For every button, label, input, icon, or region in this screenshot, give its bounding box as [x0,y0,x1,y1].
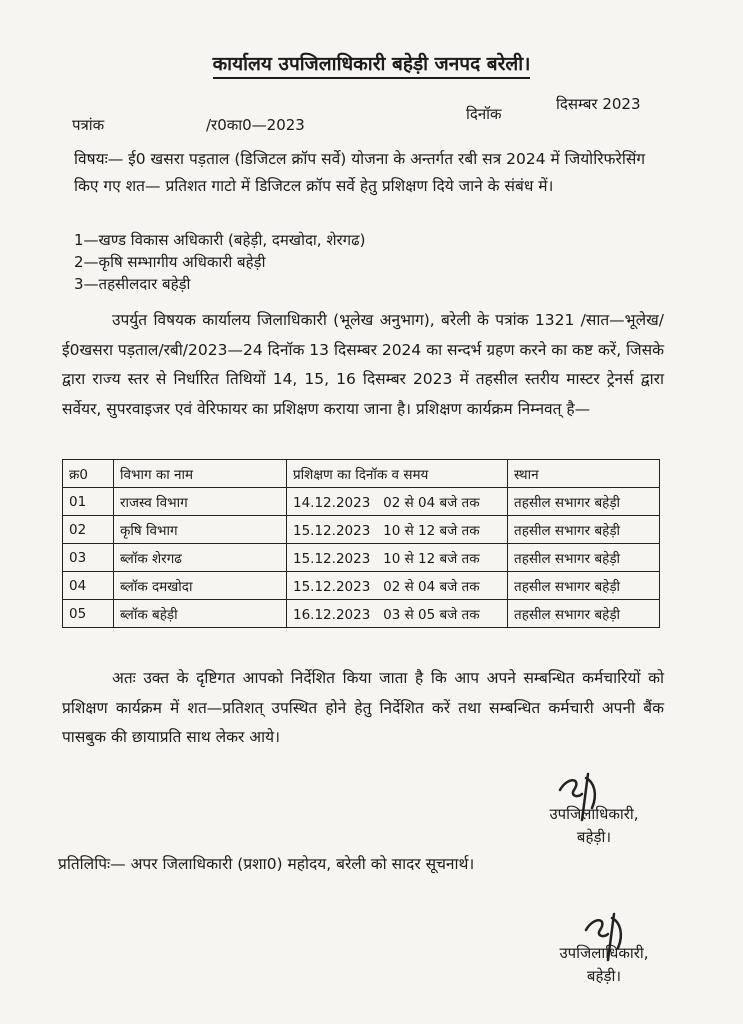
date-label: दिनॉक [466,105,502,123]
row-date-time: 15.12.2023 02 से 04 बजे तक [287,572,508,600]
row-date-time: 15.12.2023 10 से 12 बजे तक [287,544,508,572]
signature-block-1 [524,803,664,849]
table-row [63,488,660,516]
row-department: ब्लॉक बहेड़ी [114,600,287,628]
row-date-time: 15.12.2023 10 से 12 बजे तक [287,516,508,544]
row-serial: 02 [63,516,114,544]
ref-number: /र0का0—2023 [206,116,305,134]
row-serial: 03 [63,544,114,572]
training-schedule-table [62,459,660,628]
row-venue: तहसील सभागर बहेड़ी [508,488,660,516]
row-department: राजस्व विभाग [114,488,287,516]
row-date-time: 16.12.2023 03 से 05 बजे तक [287,600,508,628]
row-date-time: 14.12.2023 02 से 04 बजे तक [287,488,508,516]
row-serial: 04 [63,572,114,600]
recipient-1: 1—खण्ड विकास अधिकारी (बहेड़ी, दमखोदा, शेरगढ) [74,231,366,249]
header-date-time: प्रशिक्षण का दिनॉक व समय [287,460,508,488]
signature-block-2 [534,942,674,988]
recipient-3: 3—तहसीलदार बहेड़ी [74,275,191,293]
header-department: विभाग का नाम [114,460,287,488]
row-department: ब्लॉक दमखोदा [114,572,287,600]
row-serial: 01 [63,488,114,516]
row-serial: 05 [63,600,114,628]
table-row [63,600,660,628]
row-department: कृषि विभाग [114,516,287,544]
subject-text: विषयः— ई0 खसरा पड़ताल (डिजिटल क्रॉप सर्वे) योजना के अन्तर्गत रबी सत्र 2024 में जियोरिफरेसिंग किए गए शत— प्रतिशत गाटो में डिजिटल क्रॉप सर्वे हेतु प्रशिक्षण दिये जाने के संबंध में। [74,150,646,195]
row-venue: तहसील सभागर बहेड़ी [508,600,660,628]
office-heading-text: कार्यालय उपजिलाधिकारी बहेड़ी जनपद बरेली। [213,53,531,79]
office-heading [0,50,743,76]
signatory-place-2: बहेड़ी। [586,967,622,985]
table-row [63,544,660,572]
table-row [63,516,660,544]
row-venue: तहसील सभागर बहेड़ी [508,516,660,544]
recipient-2: 2—कृषि सम्भागीय अधिकारी बहेड़ी [74,253,266,271]
signatory-title-2: उपजिलाधिकारी, [559,944,649,962]
ref-label: पत्रांक [72,116,105,134]
body-paragraph: उपर्युत विषयक कार्यालय जिलाधिकारी (भूलेख अनुभाग), बरेली के पत्रांक 1321 /सात—भूलेख/ई0खसरा पड़ताल/रबी/2023—24 दिनॉक 13 दिसम्बर 2024 का सन्दर्भ ग्रहण करने का कष्ट करें, जिसके द्वारा राज्य स्तर से निर्धारित तिथियों 14, 15, 16 दिसम्बर 2023 में तहसील स्तरीय मास्टर ट्रेनर्स द्वारा सर्वेयर, सुपरवाइजर एवं वेरिफायर का प्रशिक्षण कराया जाना है। प्रशिक्षण कार्यक्रम निम्नवत् है— [62,311,664,418]
row-department: ब्लॉक शेरगढ [114,544,287,572]
table-row [63,572,660,600]
header-serial: क्र0 [63,460,114,488]
signatory-title-1: उपजिलाधिकारी, [549,805,639,823]
table-header-row [63,460,660,488]
signatory-place-1: बहेड़ी। [576,828,612,846]
row-venue: तहसील सभागर बहेड़ी [508,544,660,572]
copy-to-line: प्रतिलिपिः— अपर जिलाधिकारी (प्रशा0) महोदय, बरेली को सादर सूचनार्थ। [58,855,475,873]
date-value: दिसम्बर 2023 [556,95,641,113]
closing-paragraph: अतः उक्त के दृष्टिगत आपको निर्देशित किया जाता है कि आप अपने सम्बन्धित कर्मचारियों को प्रशिक्षण कार्यक्रम में शत—प्रतिशत् उपस्थित होने हेतु निर्देशित करें तथा सम्बन्धित कर्मचारी अपनी बैंक पासबुक की छायाप्रति साथ लेकर आये। [62,669,664,746]
header-venue: स्थान [508,460,660,488]
row-venue: तहसील सभागर बहेड़ी [508,572,660,600]
